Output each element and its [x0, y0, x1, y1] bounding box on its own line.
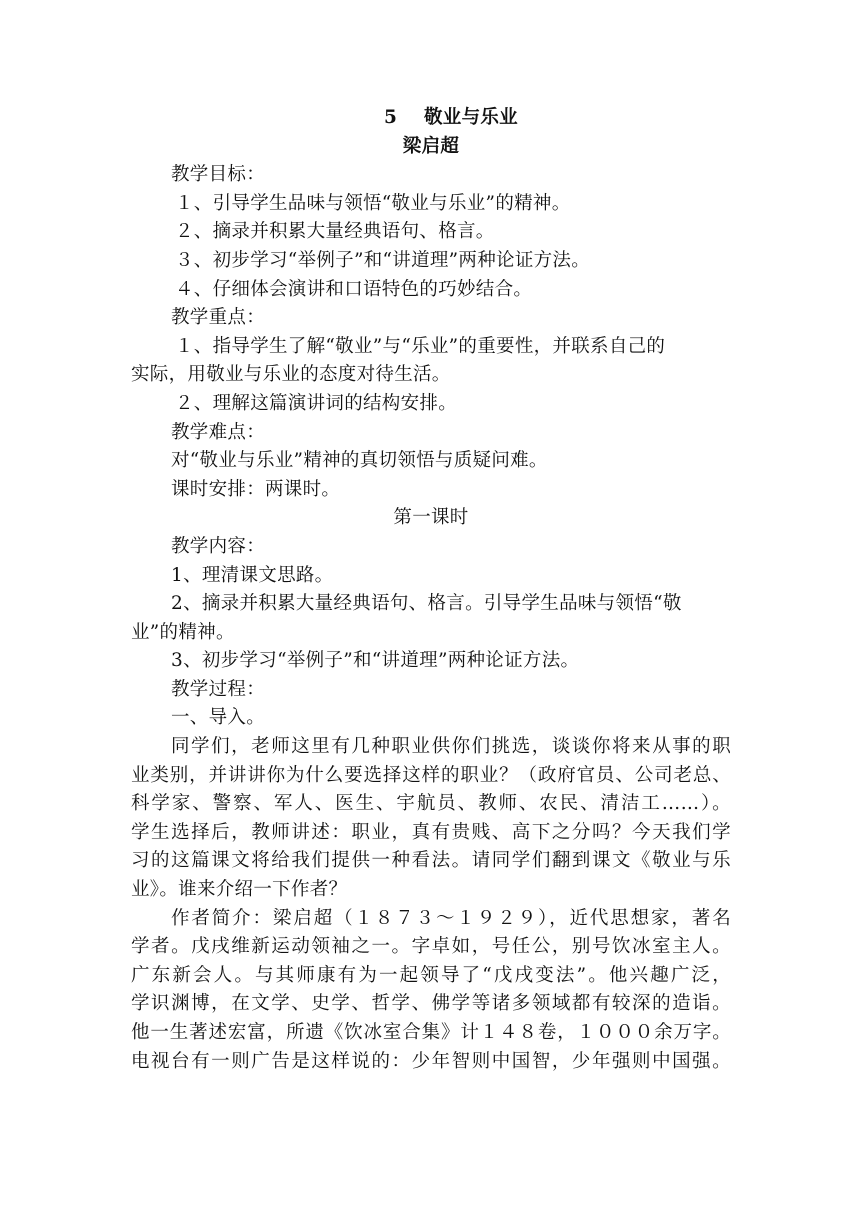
- content-heading: 教学内容：: [171, 535, 266, 557]
- content-item: 2、摘录并积累大量经典语句、格言。引导学生品味与领悟“敬: [171, 593, 682, 615]
- step-heading: 一、导入。: [171, 707, 266, 729]
- schedule-text: 课时安排：两课时。: [171, 478, 341, 500]
- objective-item: ３、初步学习“举例子”和“讲道理”两种论证方法。: [175, 249, 591, 271]
- process-heading: 教学过程：: [171, 678, 266, 700]
- author-name: 梁启超: [402, 135, 460, 157]
- paragraph-line: 科学家、警察、军人、医生、宇航员、教师、农民、清洁工……）。: [131, 793, 731, 815]
- paragraph-line: 学者。戊戌维新运动领袖之一。字卓如，号任公，别号饮冰室主人。: [131, 936, 731, 958]
- difficulty-heading: 教学难点：: [171, 421, 266, 443]
- section-heading: 第一课时: [393, 507, 469, 529]
- objective-item: ２、摘录并积累大量经典语句、格言。: [175, 221, 495, 243]
- paragraph-line: 学生选择后，教师讲述：职业，真有贵贱、高下之分吗？今天我们学: [131, 821, 731, 843]
- lesson-title-text: 敬业与乐业: [423, 107, 518, 128]
- paragraph-line: 同学们，老师这里有几种职业供你们挑选，谈谈你将来从事的职: [171, 736, 731, 758]
- key-point-item: ２、理解这篇演讲词的结构安排。: [175, 392, 458, 414]
- objective-item: ４、仔细体会演讲和口语特色的巧妙结合。: [175, 278, 533, 300]
- content-item-continuation: 业”的精神。: [131, 621, 235, 643]
- paragraph-line: 电视台有一则广告是这样说的：少年智则中国智，少年强则中国强。: [131, 1050, 731, 1072]
- paragraph-line: 他一生著述宏富，所遗《饮冰室合集》计１４８卷，１０００余万字。: [131, 1022, 731, 1043]
- lesson-number: 5: [383, 107, 398, 128]
- document-page: [131, 104, 731, 1076]
- paragraph-line: 习的这篇课文将给我们提供一种看法。请同学们翻到课文《敬业与乐: [131, 850, 731, 872]
- lesson-title: [131, 104, 731, 133]
- paragraph-line: 学识渊博，在文学、史学、哲学、佛学等诸多领域都有较深的造诣。: [131, 993, 731, 1015]
- paragraph-line: 广东新会人。与其师康有为一起领导了“戊戌变法”。他兴趣广泛，: [131, 964, 731, 986]
- objectives-heading: 教学目标：: [171, 164, 266, 186]
- content-item: 3、初步学习“举例子”和“讲道理”两种论证方法。: [171, 650, 580, 672]
- paragraph-line: 作者简介：梁启超（１８７３～１９２９），近代思想家，著名: [171, 907, 731, 929]
- paragraph-line: 业》。谁来介绍一下作者？: [131, 879, 348, 901]
- key-point-item: １、指导学生了解“敬业”与“乐业”的重要性，并联系自己的: [175, 335, 666, 357]
- objective-item: １、引导学生品味与领悟“敬业与乐业”的精神。: [175, 192, 571, 214]
- key-point-continuation: 实际，用敬业与乐业的态度对待生活。: [131, 364, 451, 386]
- paragraph-line: 业类别，并讲讲你为什么要选择这样的职业？（政府官员、公司老总、: [131, 764, 731, 786]
- difficulty-text: 对“敬业与乐业”精神的真切领悟与质疑问难。: [171, 450, 548, 472]
- content-item: 1、理清课文思路。: [171, 564, 334, 586]
- key-points-heading: 教学重点：: [171, 307, 266, 329]
